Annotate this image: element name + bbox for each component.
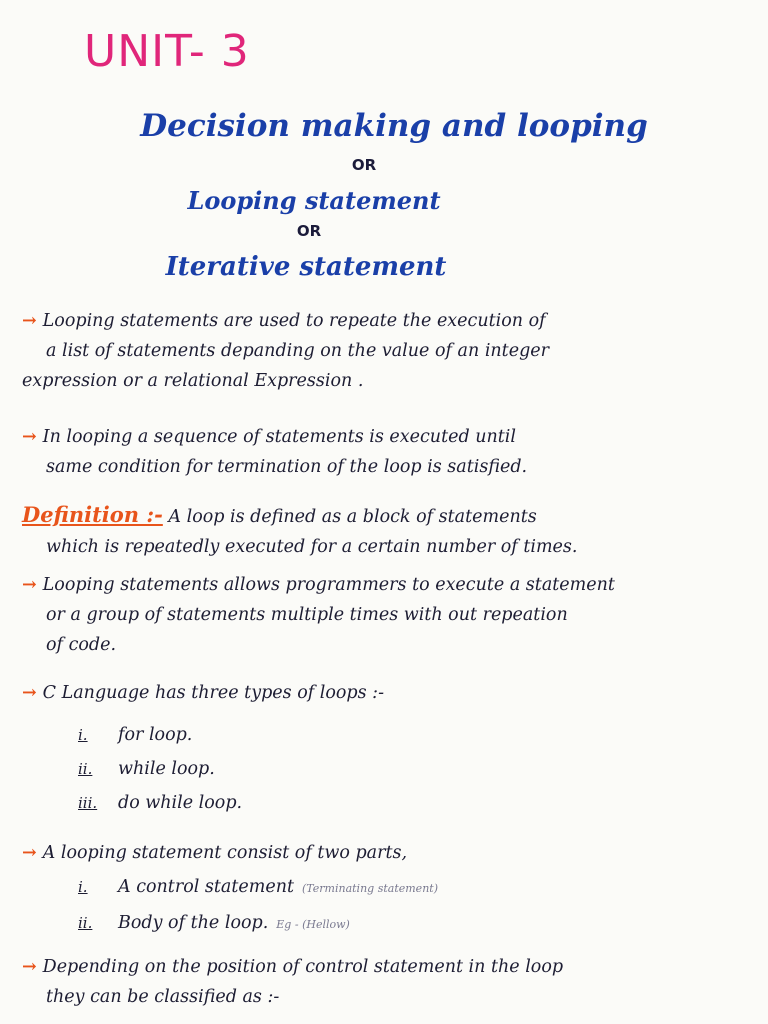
paragraph-definition — [22, 500, 752, 562]
text-line: expression or a relational Expression . — [22, 371, 364, 391]
list-text: for loop. — [118, 725, 193, 745]
text-line: A loop is defined as a block of statements — [168, 507, 537, 527]
list-item — [78, 752, 242, 786]
list-item — [78, 718, 242, 752]
text-line: of code. — [46, 635, 117, 655]
arrow-icon: → — [22, 311, 37, 331]
text-line: same condition for termination of the loop is satisfied. — [46, 457, 528, 477]
definition-label: Definition :- — [22, 502, 163, 527]
list-text: do while loop. — [118, 793, 243, 813]
list-note: (Terminating statement) — [302, 882, 438, 895]
paragraph-two-parts — [22, 838, 752, 868]
list-number: i. — [78, 726, 88, 744]
text-line: or a group of statements multiple times with out repeation — [46, 605, 568, 625]
heading-or-2: OR — [296, 222, 322, 240]
list-number: iii. — [78, 794, 98, 812]
arrow-icon: → — [22, 957, 37, 977]
list-item — [78, 786, 242, 820]
heading-looping-statement: Looping statement — [187, 186, 441, 215]
list-item — [78, 906, 438, 942]
paragraph-classification — [22, 952, 752, 1012]
arrow-icon: → — [22, 575, 37, 595]
paragraph-looping-intro — [22, 306, 752, 396]
text-line: which is repeatedly executed for a certain number of times. — [46, 537, 578, 557]
list-text: A control statement — [118, 877, 294, 897]
heading-iterative-statement: Iterative statement — [165, 252, 447, 282]
text-line: Depending on the position of control statement in the loop — [42, 957, 564, 977]
unit-title: UNIT- 3 — [84, 26, 250, 77]
paragraph-sequence — [22, 422, 752, 482]
list-note: Eg - (Hellow) — [276, 918, 350, 931]
text-line: a list of statements depanding on the value of an integer — [46, 341, 549, 361]
text-line: Looping statements are used to repeate the execution of — [42, 311, 546, 331]
parts-list — [78, 870, 438, 942]
paragraph-three-types — [22, 678, 752, 708]
paragraph-allows — [22, 570, 752, 660]
arrow-icon: → — [22, 427, 37, 447]
heading-or-1: OR — [351, 156, 377, 174]
list-text: Body of the loop. — [118, 913, 269, 933]
arrow-icon: → — [22, 683, 37, 703]
list-text: while loop. — [118, 759, 215, 779]
text-line: C Language has three types of loops :- — [42, 683, 384, 703]
text-line: they can be classified as :- — [46, 987, 280, 1007]
list-number: ii. — [78, 914, 93, 932]
arrow-icon: → — [22, 843, 37, 863]
text-line: Looping statements allows programmers to execute a statement — [42, 575, 615, 595]
list-item — [78, 870, 438, 906]
loops-list — [78, 718, 242, 820]
heading-decision-making: Decision making and looping — [140, 108, 648, 144]
list-number: ii. — [78, 760, 93, 778]
text-line: In looping a sequence of statements is executed until — [42, 427, 517, 447]
list-number: i. — [78, 878, 88, 896]
text-line: A looping statement consist of two parts, — [42, 843, 408, 863]
